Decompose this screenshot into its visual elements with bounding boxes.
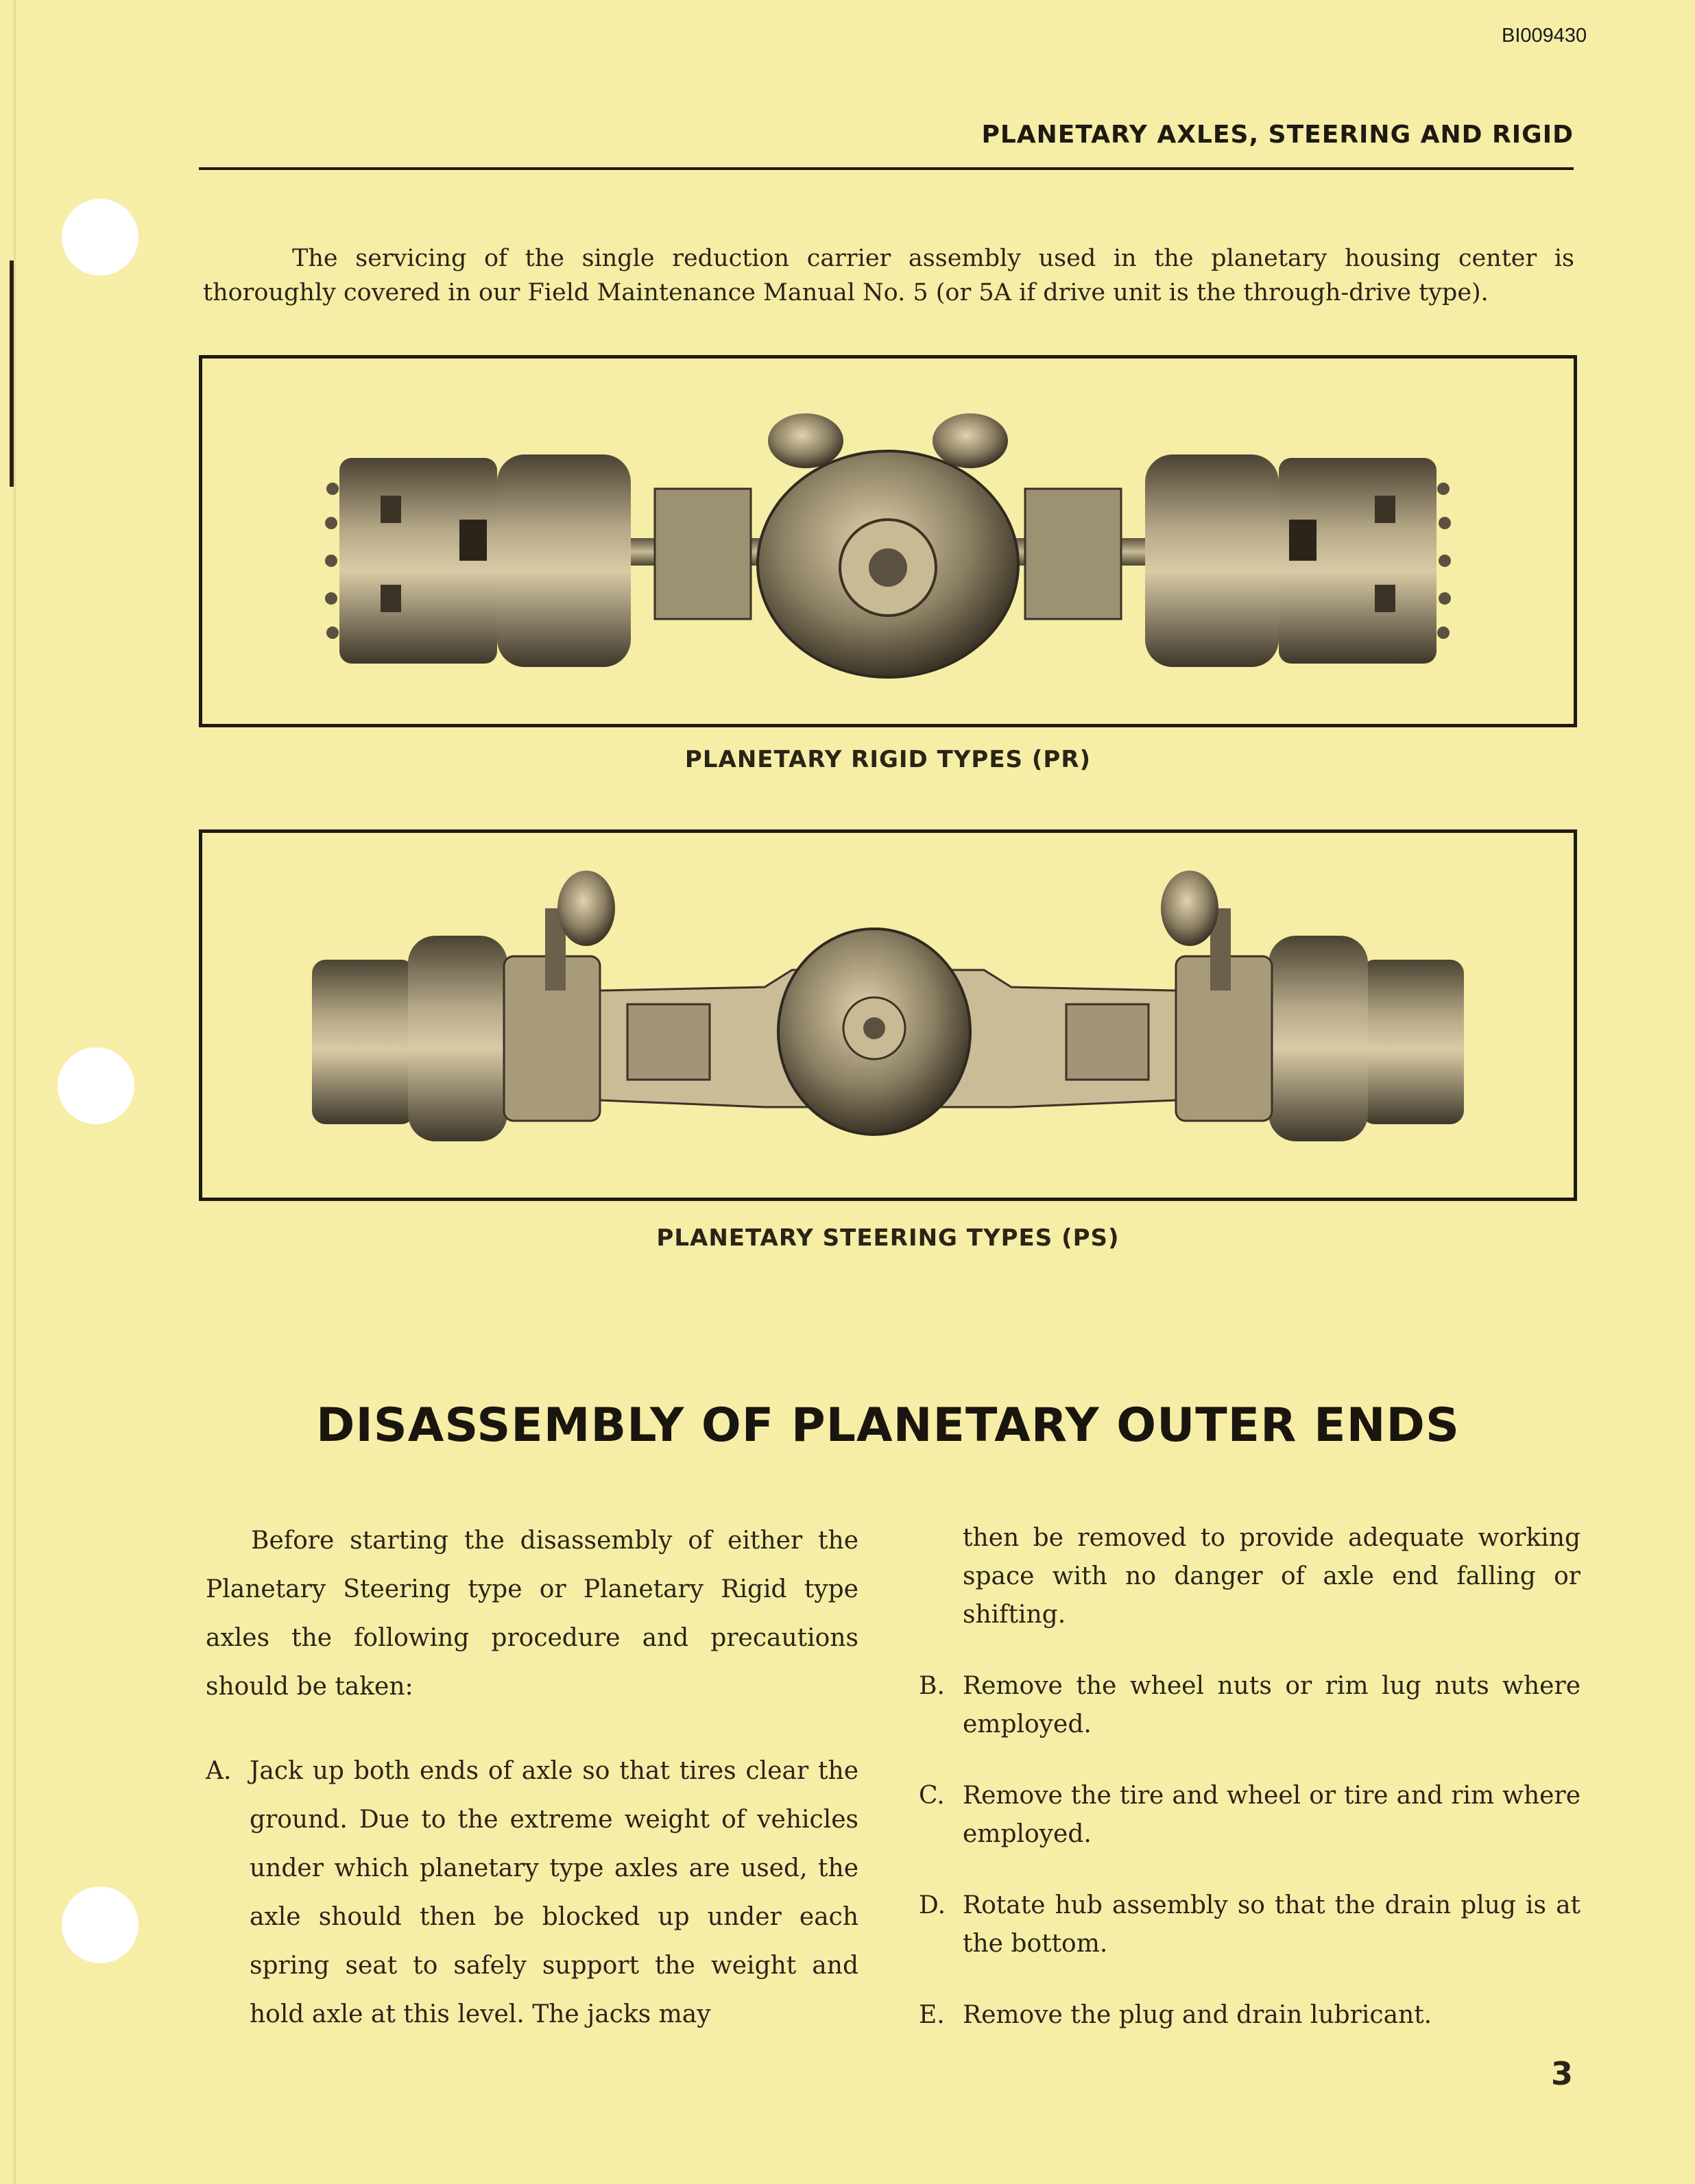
margin-mark: [10, 260, 14, 487]
intro-paragraph: The servicing of the single reduction carrier assembly used in the planetary housing center is thoroughly covered in our Field Maintenance Manual No. 5 (or 5A if drive unit is the through-drive type).: [203, 245, 1574, 306]
step-e: [919, 1996, 1580, 2035]
rigid-axle-illustration: [202, 359, 1574, 724]
section-title: DISASSEMBLY OF PLANETARY OUTER ENDS: [316, 1398, 1460, 1453]
right-column: [919, 1519, 1580, 2067]
figure-steering-caption: PLANETARY STEERING TYPES (PS): [656, 1224, 1120, 1252]
punch-hole-middle: [58, 1047, 134, 1124]
step-c-label: C.: [919, 1782, 945, 1810]
document-id: BI009430: [1502, 25, 1587, 47]
running-head: PLANETARY AXLES, STEERING AND RIGID: [981, 121, 1574, 149]
left-column: [206, 1516, 858, 2072]
figure-rigid-caption: PLANETARY RIGID TYPES (PR): [684, 746, 1092, 773]
steering-axle-illustration: [202, 833, 1574, 1198]
page-edge: [14, 0, 16, 2184]
figure-steering-axle: [199, 829, 1577, 1201]
step-c-text: Remove the tire and wheel or tire and rim where employed.: [963, 1782, 1580, 1848]
step-e-label: E.: [919, 2001, 945, 2029]
page-number: 3: [1551, 2055, 1574, 2092]
section-intro: Before starting the disassembly of either the Planetary Steering type or Planetary Rigid type axles the following procedure and precautions should be taken:: [206, 1527, 858, 1701]
step-a-text-part1: Jack up both ends of axle so that tires clear the ground. Due to the extreme weight of vehicles under which planetary type axles are used, the axle should then be blocked up under each spring seat to safely support the weight and hold axle at this level. The jacks may: [250, 1757, 858, 2028]
step-b: [919, 1667, 1580, 1744]
figure-rigid-axle: [199, 355, 1577, 727]
step-b-label: B.: [919, 1672, 945, 1700]
step-a-label: A.: [206, 1757, 232, 1785]
step-c: [919, 1777, 1580, 1854]
punch-hole-top: [62, 199, 139, 276]
step-d-text: Rotate hub assembly so that the drain plug is at the bottom.: [963, 1891, 1580, 1958]
step-d: [919, 1886, 1580, 1963]
step-e-text: Remove the plug and drain lubricant.: [963, 2001, 1432, 2029]
punch-hole-bottom: [62, 1886, 139, 1963]
step-a-continued: [919, 1519, 1580, 1634]
step-a: [206, 1747, 858, 2039]
step-d-label: D.: [919, 1891, 946, 1919]
header-rule: [199, 167, 1574, 170]
step-a-text-part2: then be removed to provide adequate working space with no danger of axle end falling or shifting.: [963, 1524, 1580, 1629]
step-b-text: Remove the wheel nuts or rim lug nuts where employed.: [963, 1672, 1580, 1738]
